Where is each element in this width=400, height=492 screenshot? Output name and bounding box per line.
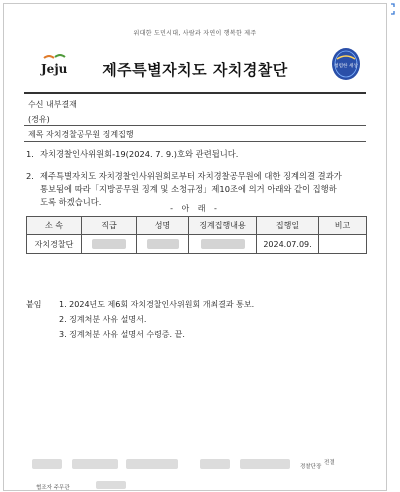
cell-rank-redacted [82, 235, 137, 254]
col-header-dept: 소 속 [27, 217, 82, 235]
para2-line3: 도록 하겠습니다. [40, 197, 102, 207]
footer-position-label: 경찰단장 [300, 464, 322, 470]
redacted-footer-block [240, 459, 290, 469]
col-header-action: 징계집행내용 [189, 217, 257, 235]
seal-text: 청렴한 세상 [334, 64, 358, 69]
paragraph-1 [26, 148, 366, 161]
subject-rule-bottom [24, 141, 366, 142]
table-row [27, 235, 367, 254]
para1-text: 자치경찰인사위원회-19(2024. 7. 9.)호와 관련됩니다. [40, 149, 239, 159]
cell-note [319, 235, 367, 254]
attachment-item-1: 1. 2024년도 제6회 자치경찰인사위원회 개최결과 통보. [59, 300, 255, 309]
discipline-table [26, 216, 367, 254]
integrity-seal-logo [331, 47, 361, 81]
redacted-footer-block [200, 459, 230, 469]
cell-dept: 자치경찰단 [27, 235, 82, 254]
attachment-item-3: 3. 징계처분 사유 설명서 수령증. 끝. [59, 330, 185, 339]
document-page [3, 3, 387, 491]
redacted-footer-block [126, 459, 178, 469]
recipient-line: 수신 내부결재 [28, 100, 77, 109]
para2-number: 2. [26, 171, 34, 181]
document-title: 제주특별자치도 자치경찰단 [102, 61, 288, 79]
col-header-date: 집행일 [257, 217, 319, 235]
redacted-footer-block [32, 459, 62, 469]
slogan: 위대한 도민시대, 사람과 자연이 행복한 제주 [133, 30, 257, 37]
cell-action-redacted [189, 235, 257, 254]
logo-text: Jeju [41, 62, 68, 76]
col-header-rank: 직급 [82, 217, 137, 235]
subject-line: 제목 자치경찰공무원 징계집행 [28, 130, 134, 139]
table-header-row [27, 217, 367, 235]
col-header-note: 비고 [319, 217, 367, 235]
cell-name-redacted [137, 235, 189, 254]
redacted-footer-block [72, 459, 118, 469]
col-header-name: 성명 [137, 217, 189, 235]
attachment-item-2: 2. 징계처분 사유 설명서. [59, 315, 147, 324]
cell-date: 2024.07.09. [257, 235, 319, 254]
redaction-block [201, 239, 245, 249]
para2-line2: 통보됨에 따라「지방공무원 징계 및 소청규정」제10조에 의거 아래와 같이 집행하 [40, 184, 337, 194]
para1-number: 1. [26, 149, 34, 159]
para2-line1: 제주특별자치도 자치경찰인사위원회로부터 자치경찰공무원에 대한 징계의결 결과가 [40, 171, 342, 181]
attachment-label: 붙임 [26, 300, 42, 309]
below-heading: - 아 래 - [170, 204, 220, 213]
footer-cooperator-label: 협조자 주무관 [36, 485, 70, 491]
redaction-block [147, 239, 179, 249]
via-line: (경유) [28, 115, 50, 124]
footer-approve-label: 전결 [324, 460, 335, 466]
subject-rule-top [24, 125, 366, 126]
redacted-footer-block [96, 481, 126, 489]
header-rule [24, 92, 366, 94]
redaction-block [92, 239, 126, 249]
